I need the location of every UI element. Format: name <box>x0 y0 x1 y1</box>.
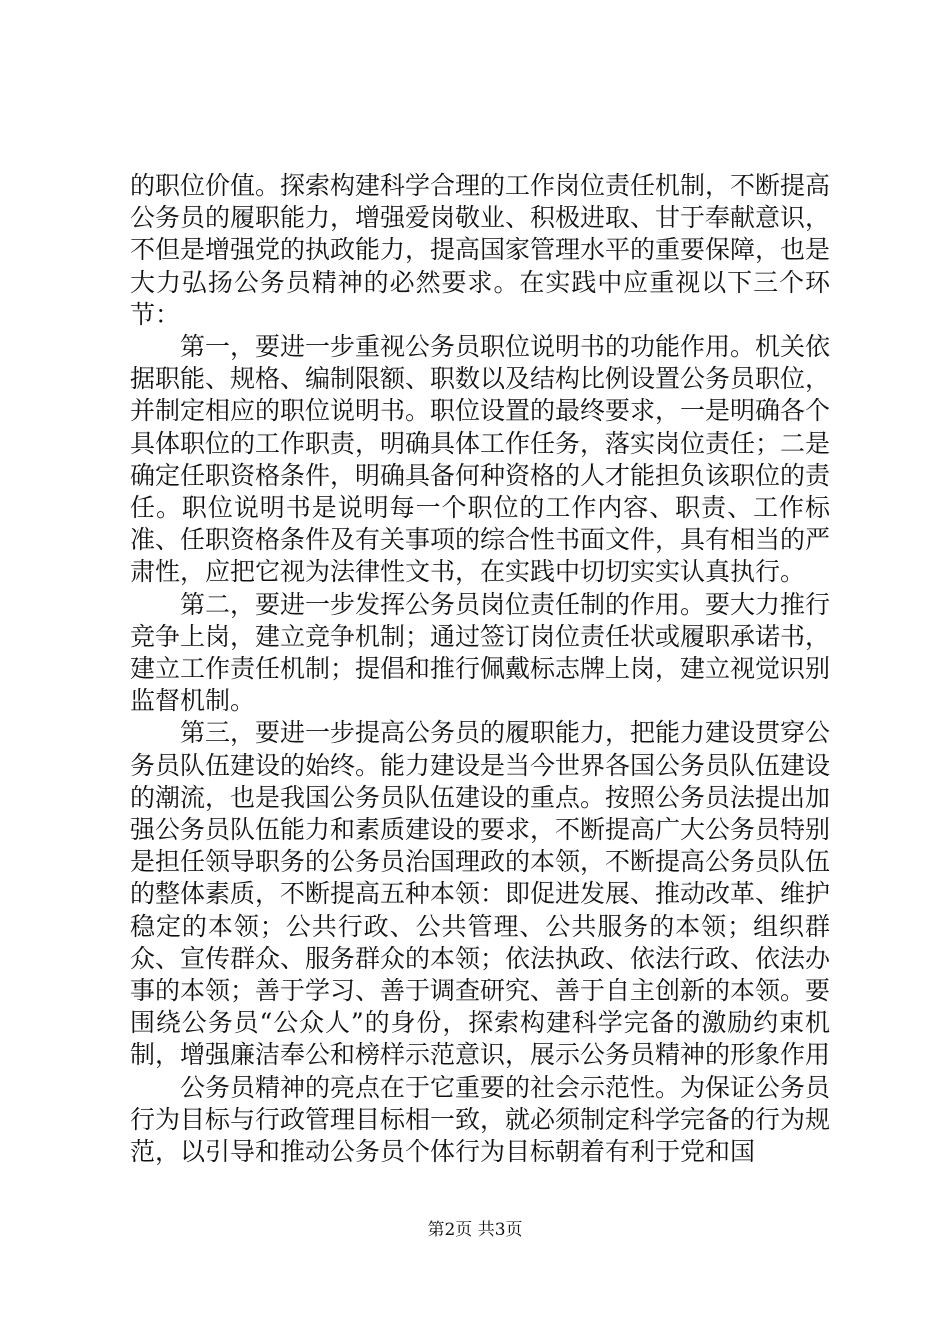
paragraph-2: 第一，要进一步重视公务员职位说明书的功能作用。机关依据职能、规格、编制限额、职数以及结构比例设置公务员职位，并制定相应的职位说明书。职位设置的最终要求，一是明确各个具体职位的工作职责，明确具体工作任务，落实岗位责任；二是确定任职资格条件，明确具备何种资格的人才能担负该职位的责任。职位说明书是说明每一个职位的工作内容、职责、工作标准、任职资格条件及有关事项的综合性书面文件，具有相当的严肃性，应把它视为法律性文书，在实践中切切实实认真执行。 <box>130 332 831 587</box>
paragraph-3: 第二，要进一步发挥公务员岗位责任制的作用。要大力推行竞争上岗，建立竞争机制；通过签订岗位责任状或履职承诺书，建立工作责任机制；提倡和推行佩戴标志牌上岗，建立视觉识别监督机制。 <box>130 589 831 716</box>
paragraph-4: 第三，要进一步提高公务员的履职能力，把能力建设贯穿公务员队伍建设的始终。能力建设是当今世界各国公务员队伍建设的潮流，也是我国公务员队伍建设的重点。按照公务员法提出加强公务员队伍能力和素质建设的要求，不断提高广大公务员特别是担任领导职务的公务员治国理政的本领，不断提高公务员队伍的整体素质，不断提高五种本领：即促进发展、推动改革、维护稳定的本领；公共行政、公共管理、公共服务的本领；组织群众、宣传群众、服务群众的本领；依法执政、依法行政、依法办事的本领；善于学习、善于调查研究、善于自主创新的本领。要围绕公务员“公众人”的身份，探索构建科学完备的激励约束机制，增强廉洁奉公和榜样示范意识，展示公务员精神的形象作用 <box>130 718 831 1070</box>
body-text <box>130 170 830 1168</box>
paragraph-5: 公务员精神的亮点在于它重要的社会示范性。为保证公务员行为目标与行政管理目标相一致，就必须制定科学完备的行为规范，以引导和推动公务员个体行为目标朝着有利于党和国 <box>130 1072 831 1167</box>
paragraph-1: 的职位价值。探索构建科学合理的工作岗位责任机制，不断提高公务员的履职能力，增强爱岗敬业、积极进取、甘于奉献意识，不但是增强党的执政能力，提高国家管理水平的重要保障，也是大力弘扬公务员精神的必然要求。在实践中应重视以下三个环节： <box>130 171 831 329</box>
page-footer: 第2页 共3页 <box>427 1220 523 1240</box>
